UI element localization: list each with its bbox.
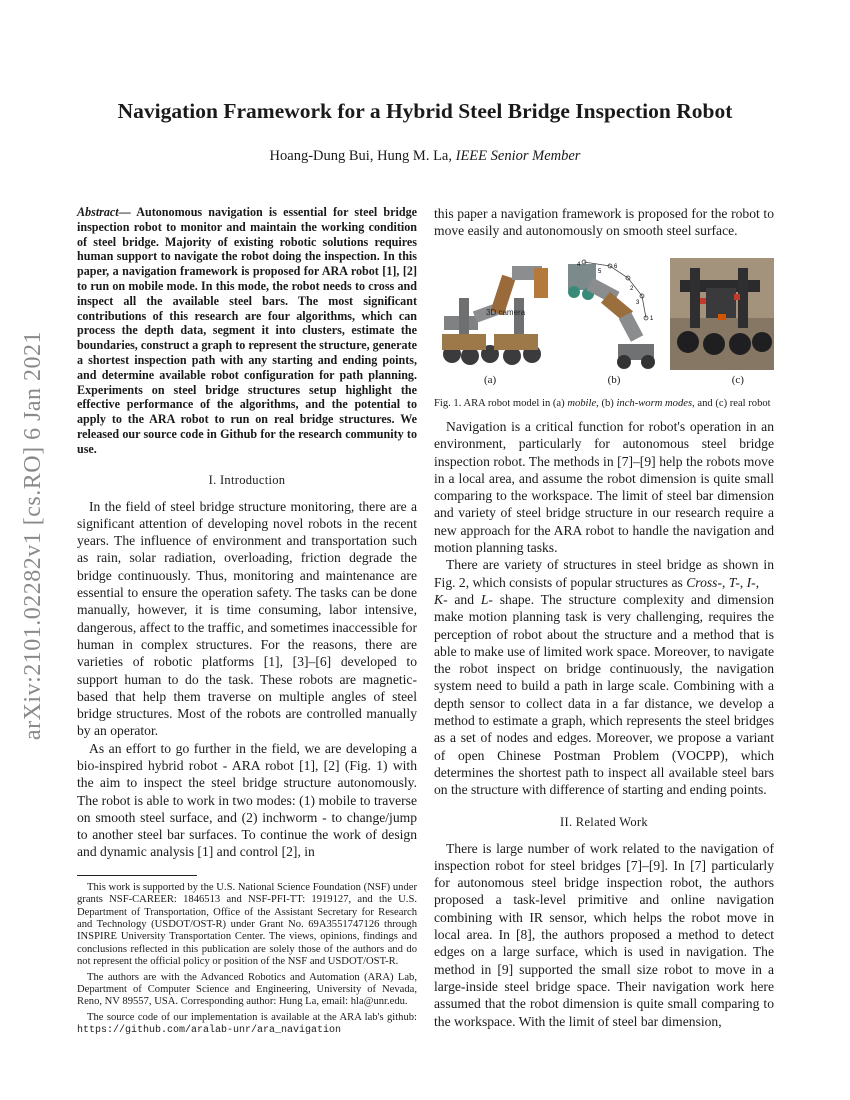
intro-paragraph-1: In the field of steel bridge structure monitoring, there are a significant attention of developing novel robots in the recent years. The influence of environment and transportation such as rain, solar radiation, overloading, friction degrade the bridge continuously. Thus, monitoring and maintenance are essential to ensure the operation safety. The tasks can be done manually, however, it is time consuming, labor intensive, dangerous, affect to the traffic, and sometimes inaccessible for human in complex structures. For the reasons, there are varieties of robotic platforms [1], [3]–[6] developed to support human to do the task. These robots are magnetic-based that help them traverse on multiple angles of steel bridge structures. Most of the robots are controlled manually by an operator. <box>77 498 417 739</box>
caption-suffix: , and (c) real robot <box>692 397 771 409</box>
intro-paragraph-2: As an effort to go further in the field, we are developing a bio-inspired hybrid robot - ARA robot [1], [2] (Fig. 1) with the aim to inspect the steel bridge structure autonomously. The robot is able to work in two modes: (1) mobile to traverse on smooth steel surface, and (2) inchworm - to change/jump to another steel bar surfaces. To continue the work of design and dynamic analysis [1] and control [2], in <box>77 740 417 860</box>
structures-paragraph: There are variety of structures in steel bridge as shown in Fig. 2, which consists of popular structures as Cross-, T-, I-, K- and L- shape. The structure complexity and dimension make motion planning task is very challenging, requires the perception of robot about the structure and a method that is able to make use of limited work space. Moreover, to navigate the robot inspect on bridge continuously, the navigation system need to build a path in large scale. Combining with a depth sensor to collect data in a far distance, we develop a method to estimate a graph, which represents the steel bridges as a set of nodes and edges. Moreover, we propose a variant of open Chinese Postman Problem (VOCPP), which determines the shortest path to inspect all available steel bars on the structure with difference of starting and ending points. <box>434 557 774 798</box>
footnotes <box>77 882 417 1038</box>
right-column <box>434 205 774 1030</box>
robot-mobile-mode-image <box>434 258 554 370</box>
footnote-source-text: The source code of our implementation is available at the ARA lab's github: <box>87 1011 417 1023</box>
figure-caption <box>434 398 774 410</box>
abstract-text: — Autonomous navigation is essential for steel bridge inspection robot to monitor and maintain the working condition of steel bridge. Majority of existing robotic solutions requires human support to navigate the robot doing the inspection. In this paper, a navigation framework is proposed for ARA robot [1], [2] to run on mobile mode. In this mode, the robot needs to cross and inspect all the available steel bars. The most significant contributions of this research are four algorithms, which can process the depth data, segment it into clusters, estimate the boundaries, construct a graph to represent the structure, generate a shortest inspection path with any starting and ending points, and determine available robot configuration for path planning. Experiments on steel bridge structures setup highlight the effective performance of the algorithms, and the potential to apply to the ARA robot to run on real bridge structures. We released our source code in Github for the research community to use. <box>77 205 417 456</box>
node-label-3: 3 <box>636 299 640 306</box>
section-heading-related-work: II. Related Work <box>560 814 648 829</box>
figure-1 <box>434 258 774 370</box>
author-names: Hoang-Dung Bui, Hung M. La, <box>269 148 452 164</box>
subcaption-c: (c) <box>731 373 744 386</box>
abstract <box>77 205 417 457</box>
footnote-source-code <box>77 1012 417 1038</box>
caption-prefix: Fig. 1. ARA robot model in (a) <box>434 397 568 409</box>
caption-mobile: mobile <box>567 397 597 409</box>
real-robot-photo <box>670 258 774 370</box>
caption-mid: , (b) <box>596 397 617 409</box>
subcaption-a: (a) <box>484 373 497 386</box>
subcaption-b: (b) <box>607 373 621 386</box>
arxiv-stamp-text: arXiv:2101.02282v1 [cs.RO] 6 Jan 2021 <box>20 330 47 740</box>
arxiv-identifier <box>14 310 54 760</box>
node-label-2: 2 <box>630 285 634 292</box>
left-column <box>77 205 417 1041</box>
intro-continued: this paper a navigation framework is proposed for the robot to move easily and autonomously on smooth steel surface. <box>434 206 774 239</box>
subfigure-labels <box>434 374 774 386</box>
footnote-affiliation: The authors are with the Advanced Robotics and Automation (ARA) Lab, Department of Computer Science and Engineering, University of Nevada, Reno, NV 89557, USA. Corresponding author: Hung La, email: hla@unr.edu. <box>77 971 417 1008</box>
abstract-lead: Abstract <box>77 205 119 219</box>
navigation-paragraph: Navigation is a critical function for robot's operation in an environment, particularly for autonomous steel bridge inspection robot. The methods in [7]–[9] help the robots move in a local area, and assume the robot dimension is quite small comparing to the workspace. The limit of steel bar dimension and variety of steel bridge structure in our research require a new approach for the ARA robot to handle the navigation and motion planning tasks. <box>434 419 774 556</box>
footnote-divider <box>77 875 197 876</box>
node-label-5: 5 <box>598 268 602 275</box>
author-line <box>60 146 790 166</box>
robot-inchworm-mode-image <box>562 258 662 370</box>
footnote-funding: This work is supported by the U.S. National Science Foundation (NSF) under grants NSF-CAREER: 1846513 and NSF-PFI-TT: 1919127, and the U.S. Department of Transportation, Office of the Assistant Secretary for Research and Technology (USDOT/OST-R) under Grant No. 69A3551747126 through INSPIRE University Transportation Center. The views, opinions, findings and conclusions reflected in this publication are solely those of the authors and do not represent the official policy or position of the NSF and USDOT/OST-R. <box>77 881 417 968</box>
section-heading-introduction: I. Introduction <box>208 472 286 487</box>
github-link[interactable]: https://github.com/aralab-unr/ara_navigation <box>77 1025 342 1037</box>
paper-title: Navigation Framework for a Hybrid Steel Bridge Inspection Robot <box>117 99 733 123</box>
node-label-1: 1 <box>650 315 654 322</box>
related-work-paragraph: There is large number of work related to the navigation of inspection robot for steel bridges [7]–[9]. In [7] particularly for autonomous steel bridge inspection robot, the authors proposed a task-level primitive and online navigation combining with IR sensor, which helps the robot move in local area. In [8], the authors proposed a method to detect edges on a large surface, which is used in navigation. The method in [9] supported the small size robot to move in a large-inside steel bridge space. Their navigation work here assumed that the robot dimension is quite small comparing to the workspace. With the limit of steel bar dimension, <box>434 840 774 1029</box>
node-label-6: 6 <box>614 263 618 270</box>
author-affiliation: IEEE Senior Member <box>455 148 581 164</box>
node-label-4: 4 <box>577 261 581 268</box>
caption-inchworm: inch-worm modes <box>616 397 693 409</box>
camera-label: 3D camera <box>486 307 526 317</box>
